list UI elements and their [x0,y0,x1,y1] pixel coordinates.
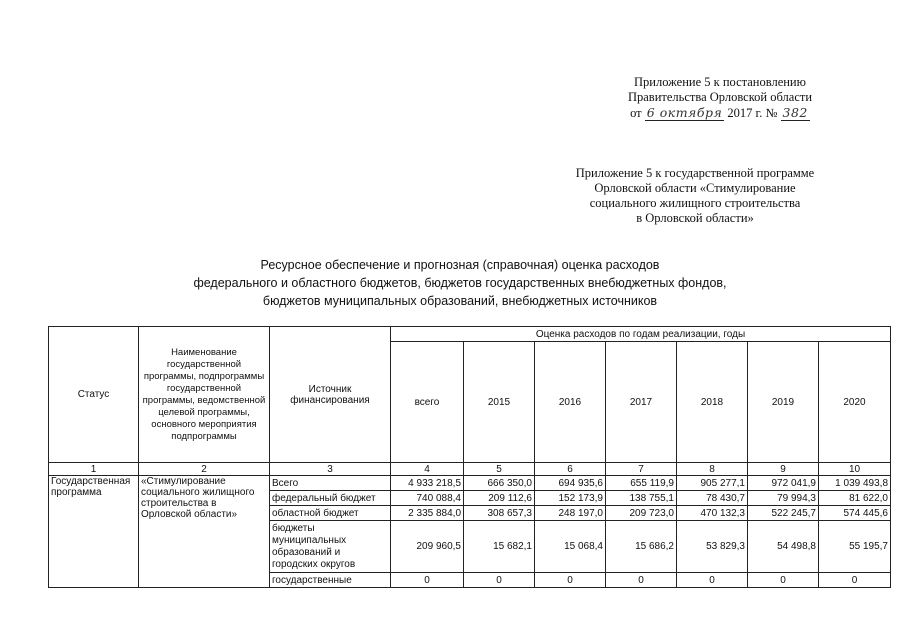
value-cell: 666 350,0 [464,476,535,491]
header-estimate: Оценка расходов по годам реализации, годы [391,327,891,342]
date-year: 2017 г. № [727,106,778,120]
resolution-header [600,75,840,121]
program-line-2: Орловской области «Стимулирование [594,181,796,195]
status-cell: Государственная программа [49,476,139,588]
header-year-2019: 2019 [748,342,819,463]
value-cell: 0 [535,573,606,588]
source-cell: бюджеты муниципальных образований и городских округов [270,521,391,573]
value-cell: 81 622,0 [819,491,891,506]
value-cell: 248 197,0 [535,506,606,521]
value-cell: 0 [391,573,464,588]
value-cell: 15 682,1 [464,521,535,573]
resolution-line-2: Правительства Орловской области [627,90,813,104]
value-cell: 905 277,1 [677,476,748,491]
header-status: Статус [49,327,139,463]
document-title [150,256,770,310]
source-cell: Всего [270,476,391,491]
column-index: 8 [677,463,748,476]
value-cell: 209 112,6 [464,491,535,506]
title-line-3: бюджетов муниципальных образований, внебюджетных источников [262,294,658,308]
value-cell: 209 723,0 [606,506,677,521]
program-line-1: Приложение 5 к государственной программе [575,166,815,180]
value-cell: 470 132,3 [677,506,748,521]
value-cell: 4 933 218,5 [391,476,464,491]
value-cell: 78 430,7 [677,491,748,506]
column-index: 9 [748,463,819,476]
value-cell: 0 [748,573,819,588]
value-cell: 0 [819,573,891,588]
column-index: 1 [49,463,139,476]
value-cell: 972 041,9 [748,476,819,491]
value-cell: 209 960,5 [391,521,464,573]
value-cell: 152 173,9 [535,491,606,506]
handwritten-date: 6 октября [646,105,723,120]
header-year-2017: 2017 [606,342,677,463]
value-cell: 522 245,7 [748,506,819,521]
value-cell: 0 [677,573,748,588]
value-cell: 0 [606,573,677,588]
column-index: 4 [391,463,464,476]
header-source: Источник финансирования [270,327,391,463]
header-year-2016: 2016 [535,342,606,463]
header-year-2015: 2015 [464,342,535,463]
value-cell: 2 335 884,0 [391,506,464,521]
column-index: 3 [270,463,391,476]
column-index: 10 [819,463,891,476]
value-cell: 574 445,6 [819,506,891,521]
value-cell: 54 498,8 [748,521,819,573]
source-cell: областной бюджет [270,506,391,521]
resolution-line-1: Приложение 5 к постановлению [634,75,806,89]
column-index: 7 [606,463,677,476]
value-cell: 15 686,2 [606,521,677,573]
header-year-2018: 2018 [677,342,748,463]
value-cell: 138 755,1 [606,491,677,506]
column-index: 5 [464,463,535,476]
value-cell: 1 039 493,8 [819,476,891,491]
source-cell: государственные [270,573,391,588]
title-line-1: Ресурсное обеспечение и прогнозная (справочная) оценка расходов [260,258,660,272]
value-cell: 15 068,4 [535,521,606,573]
program-header [560,166,830,226]
source-cell: федеральный бюджет [270,491,391,506]
column-index-row [49,463,891,476]
value-cell: 55 195,7 [819,521,891,573]
column-index: 6 [535,463,606,476]
program-line-4: в Орловской области» [636,211,754,225]
value-cell: 655 119,9 [606,476,677,491]
date-prefix: от [630,106,642,120]
program-line-3: социального жилищного строительства [589,196,801,210]
value-cell: 694 935,6 [535,476,606,491]
expense-table [48,326,891,588]
value-cell: 79 994,3 [748,491,819,506]
header-program-name: Наименование государственной программы, подпрограммы государственной программы, ведомственной целевой программы, основного мероприятия подпрограммы [139,327,270,463]
title-line-2: федерального и областного бюджетов, бюджетов государственных внебюджетных фондов, [193,276,727,290]
table-row [49,476,891,491]
resolution-date-line [600,105,840,121]
program-name-cell: «Стимулирование социального жилищного строительства в Орловской области» [139,476,270,588]
header-year-total: всего [391,342,464,463]
column-index: 2 [139,463,270,476]
header-year-2020: 2020 [819,342,891,463]
handwritten-number: 382 [782,105,808,120]
value-cell: 53 829,3 [677,521,748,573]
value-cell: 0 [464,573,535,588]
value-cell: 308 657,3 [464,506,535,521]
value-cell: 740 088,4 [391,491,464,506]
